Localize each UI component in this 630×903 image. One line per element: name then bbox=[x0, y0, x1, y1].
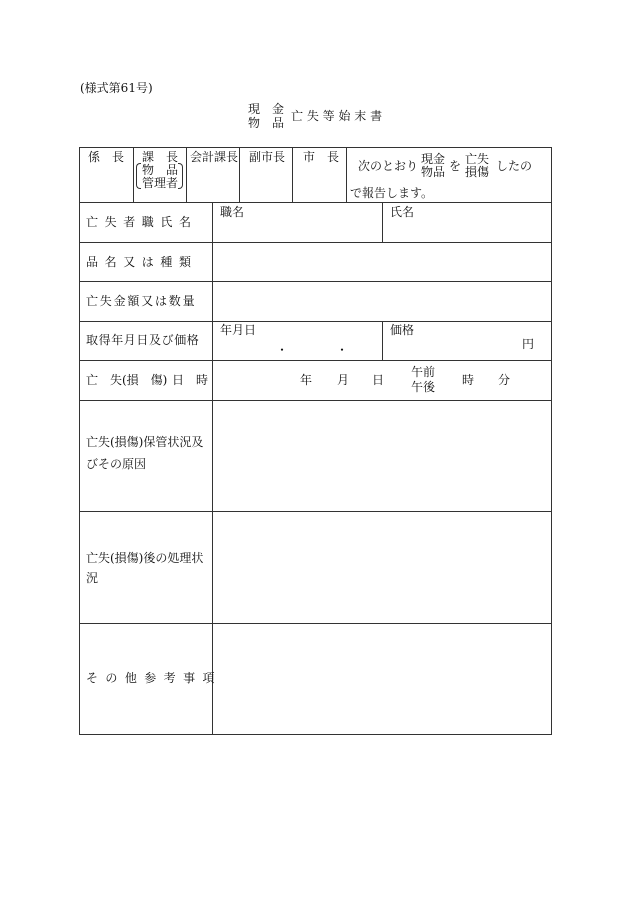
label-after-1: 亡失(損傷)後の処理状 bbox=[86, 551, 204, 565]
label-item: 品名又は種類 bbox=[86, 255, 198, 269]
label-after-2: 況 bbox=[86, 571, 99, 585]
title-option-cash: 現 金 bbox=[248, 102, 285, 116]
approval-kaikei-kacho: 会計課長 bbox=[190, 150, 239, 164]
report-option-damage: 損傷 bbox=[465, 165, 490, 179]
label-tsuki: 月 bbox=[337, 373, 350, 387]
approval-buppin-2: 管理者 bbox=[142, 176, 179, 190]
date-separators: ・ ・ bbox=[276, 343, 349, 357]
approval-kakari-cho: 係 長 bbox=[88, 150, 125, 164]
title-option-goods: 物 品 bbox=[248, 116, 285, 130]
report-option-cash: 現金 bbox=[421, 152, 446, 166]
approval-kacho: 課 長 bbox=[142, 150, 179, 164]
form-number: (様式第61号) bbox=[80, 81, 153, 95]
label-other: そ の 他 参 考 事 項 bbox=[86, 671, 217, 685]
label-nen: 年 bbox=[300, 373, 313, 387]
approval-buppin-1: 物 品 bbox=[142, 163, 179, 177]
label-status-1: 亡失(損傷)保管状況及 bbox=[86, 435, 204, 449]
label-nengappi: 年月日 bbox=[220, 323, 257, 337]
label-shimei: 氏名 bbox=[390, 205, 415, 219]
label-status-2: びその原因 bbox=[86, 457, 147, 471]
report-suffix: したの bbox=[496, 159, 533, 173]
label-fun: 分 bbox=[498, 373, 511, 387]
bracket-right-icon bbox=[178, 163, 183, 189]
label-amount: 亡失金額又は数量 bbox=[86, 294, 197, 308]
label-datetime-c: 日 時 bbox=[172, 373, 209, 387]
approval-fuku-shicho: 副市長 bbox=[249, 150, 286, 164]
report-prefix: 次のとおり bbox=[358, 159, 419, 173]
label-gogo: 午後 bbox=[411, 380, 436, 394]
label-datetime-a: 亡 失 bbox=[86, 373, 123, 387]
report-particle: を bbox=[449, 159, 462, 173]
page-title: 亡 失 等 始 末 書 bbox=[291, 109, 383, 123]
label-hi: 日 bbox=[372, 373, 385, 387]
label-shokumei: 職名 bbox=[220, 205, 245, 219]
label-gozen: 午前 bbox=[411, 365, 436, 379]
label-ji: 時 bbox=[462, 373, 475, 387]
approval-shicho: 市 長 bbox=[303, 150, 340, 164]
label-acquired: 取得年月日及び価格 bbox=[86, 333, 200, 347]
report-option-goods: 物品 bbox=[421, 165, 446, 179]
report-option-loss: 亡失 bbox=[465, 152, 490, 166]
report-line2: で報告します。 bbox=[350, 186, 434, 200]
label-datetime-b: (損 傷) bbox=[122, 373, 168, 387]
label-yen: 円 bbox=[522, 337, 535, 351]
label-name: 亡失者職氏名 bbox=[86, 215, 198, 229]
bracket-left-icon bbox=[136, 163, 141, 189]
label-kakaku: 価格 bbox=[390, 323, 415, 337]
